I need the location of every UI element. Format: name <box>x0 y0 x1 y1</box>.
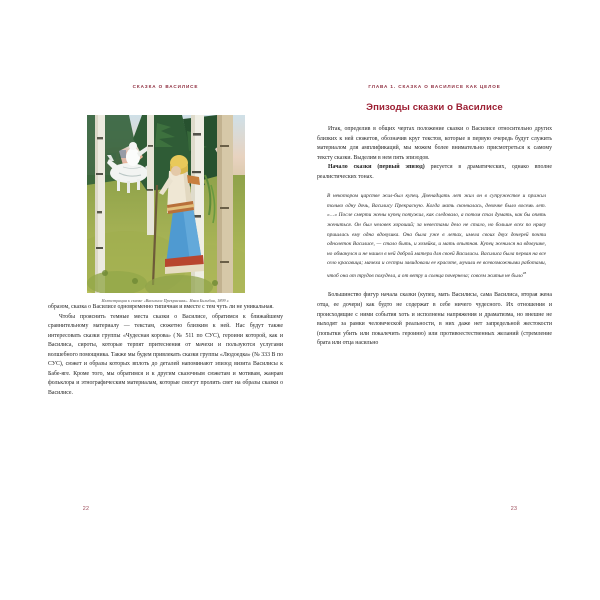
figure-illustration <box>48 115 283 303</box>
quotation-text: В некотором царстве жил-был купец. Двенадцать лет жил он в супружестве и прижил только одну дочь, Василису Прекрасную. Когда мать скончалась, девочке было восемь лет. «…» После смерти жены купец потужил, как следовало, а потом стал думать, как бы опять жениться. Он был человек хороший; за невестами дело не стало, но больше всех по нраву пришлась ему одна вдовушка. Она была уже в летах, имела своих двух дочерей почти однолеток Василисе, — стало быть, и хозяйка, и мать опытная. Купец женился на вдовушке, но обманулся и не нашел в ней доброй матери для своей Василисы. Василиса была первая на все село красавица; мачеха и сестры завидовали ее красоте, мучили ее всевозможными работами, чтоб она от трудов похудела, а от ветру и солнца почернела; совсем житья не было <box>327 193 546 279</box>
section-heading: Эпизоды сказки о Василисе <box>366 102 503 113</box>
page-number-left: 22 <box>82 506 90 512</box>
figure-caption: Иллюстрация к сказке «Василиса Прекрасная». Иван Билибин, 1899 г. <box>101 298 230 303</box>
right-paragraph-3: Большинство фигур начала сказки (купец, мать Василисы, сама Василиса, вторая жена отца, ее дочери) как будто не содержат в себе ничего чудесного. Их отношения и происходящие с ними события хоть и исполнены напряжения и драматизма, но внешне не выходят за рамки человеческой реальности, в них даже нет запредельной жестокости (попытки убить или покалечить героиню) или противоестественных желаний (стремление брата или отца насильно <box>317 292 552 347</box>
episode-lead-in: Начало сказки (первый эпизод) <box>328 164 425 171</box>
right-paragraph-2 <box>317 163 552 182</box>
footnote-marker: 28 <box>522 271 527 276</box>
right-page <box>300 0 600 600</box>
illustration-frame <box>87 115 245 293</box>
tale-quotation <box>317 192 552 281</box>
running-head-left: СКАЗКА О ВАСИЛИСЕ <box>132 84 199 89</box>
episode-lead-rest: рисуется в драматических, однако вполне реалистических тонах. <box>317 164 552 180</box>
vasilisa-bilibin-illustration-icon <box>87 115 245 293</box>
page-number-right: 23 <box>510 506 518 512</box>
running-head-right: ГЛАВА 1. СКАЗКА О ВАСИЛИСЕ КАК ЦЕЛОЕ <box>368 84 501 89</box>
left-paragraph-1: образом, сказка о Василисе одновременно типичная и вместе с тем чуть ли не уникальная. <box>48 304 274 310</box>
left-paragraph-2: Чтобы прояснить темные места сказки о Василисе, обратимся к ближайшему сравнительному материалу — текстам, сюжетно близким к ней. Нас будут также интересовать сказки группы «Чудесная корова» (№ 511 по СУС), героини которой, как и Василиса, сироты, которые терпят притеснения от мачехи и пользуются услугами волшебного помощника. Также мы будем привлекать сказки группы «Людоедка» (№ 333 В по СУС), сюжет и образы которых вплоть до деталей напоминают эпизод визита Василисы к Бабе-яге. Кроме того, мы обратимся и к другим сказочным сюжетам и мотивам, жанрам фольклора и этнографическим материалам, которые смогут пролить свет на образы сказки о Василисе. <box>48 313 283 396</box>
right-paragraph-1: Итак, определив в общих чертах положение сказки о Василисе относительно других близких к ней сюжетов, обозначив круг текстов, которые в первую очередь будут служить материалом для амплификаций, мы можем более внимательно присмотреться к самому тексту сказки. Выделим в нем пять эпизодов. <box>317 126 552 161</box>
